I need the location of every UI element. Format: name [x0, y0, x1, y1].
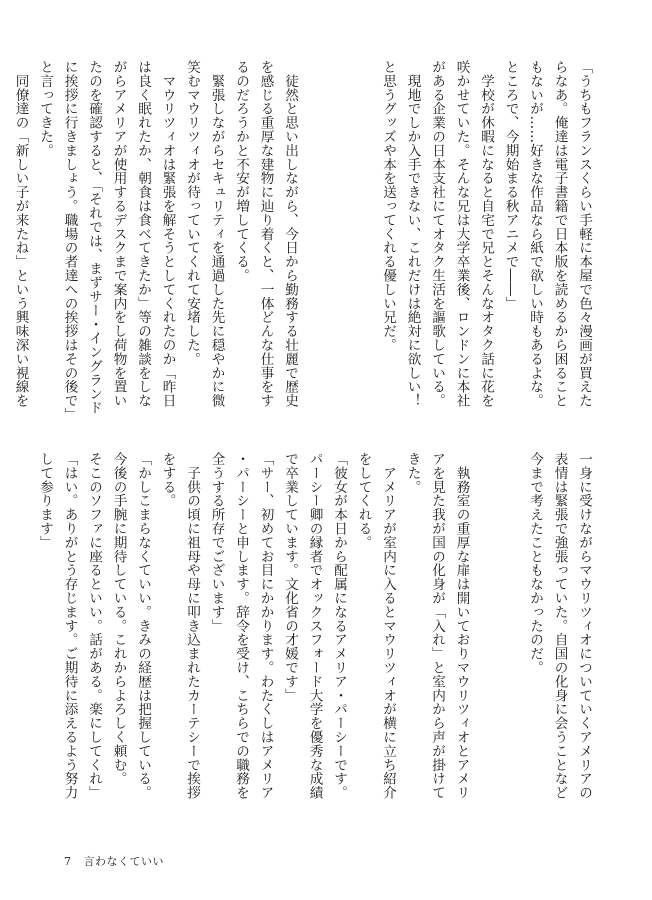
text-line: をしてくれる。 — [355, 452, 372, 550]
text-line: をする。 — [159, 452, 176, 508]
page-footer — [64, 853, 164, 869]
text-line: で卒業しています。文化省の才媛です」 — [282, 452, 298, 703]
text-line: アメリアが室内に入るとマウリツィオが横に立ち紹介 — [380, 452, 396, 800]
text-line: して参ります」 — [37, 452, 53, 550]
text-line: がらアメリアが使用するデスクまで案内をし荷物を置い — [110, 60, 127, 408]
text-line: 笑むマウリツィオが待っていてくれて安堵した。 — [184, 60, 200, 366]
text-line: 今まで考えたこともなかったのだ。 — [527, 452, 543, 675]
text-line: 咲かせていた。そんな兄は大学卒業後、ロンドンに本社 — [453, 60, 470, 408]
text-line: がある企業の日本支社にてオタク生活を謳歌している。 — [429, 60, 445, 408]
text-line: 学校が休暇になると自宅で兄とそんなオタク話に花を — [478, 60, 494, 408]
text-line: 「彼女が本日から配属になるアメリア・パーシーです。 — [331, 452, 347, 800]
text-line: パーシー卿の縁者でオックスフォード大学を優秀な成績 — [306, 452, 323, 800]
text-line: マウリツィオは緊張を解そうとしてくれたのか「昨日 — [159, 60, 176, 408]
text-line — [351, 60, 376, 430]
text-line — [498, 452, 523, 822]
text-line: 執務室の重厚な扉は開いておりマウリツィオとアメリ — [453, 452, 470, 800]
text-line: アを見た我が国の化身が「入れ」と室内から声が掛けて — [429, 452, 445, 800]
text-line: きた。 — [404, 452, 421, 494]
text-line: 「かしこまらなくていい。きみの経歴は把握している。 — [135, 452, 151, 800]
text-line: 表情は緊張で強張っていた。自国の化身に会うことなど — [551, 452, 568, 800]
text-line: もないが……好きな作品なら紙で欲しい時もあるよな。 — [527, 60, 543, 408]
text-line: ところで、今期始まる秋アニメで――」 — [502, 60, 519, 311]
text-line: 子供の頃に祖母や母に叩き込まれたカーテシーで挨拶 — [184, 452, 200, 800]
text-line: 「うちもフランスくらい手軽に本屋で色々漫画が買えた — [576, 60, 592, 408]
text-line: 緊張しながらセキュリティを通過した先に穏やかに微 — [208, 60, 225, 408]
text-line: 現地でしか入手できない、これだけは絶対に欲しい！ — [404, 60, 421, 408]
text-line: ・パーシーと申します。辞令を受け、こちらでの職務を — [233, 452, 249, 800]
text-line: そこのソファに座るといい。話がある。楽にしてくれ」 — [86, 452, 102, 800]
text-line: と言ってきた。 — [37, 60, 53, 158]
text-line: は良く眠れたか、朝食は食べてきたか」等の雑談をしな — [135, 60, 151, 408]
text-line — [327, 60, 352, 430]
text-line: 同僚達の「新しい子が来たね」という興味深い視線を — [12, 60, 29, 408]
text-line: 「サー、初めてお目にかかります。わたくしはアメリア — [257, 452, 274, 800]
text-line — [474, 452, 499, 822]
text-line — [302, 60, 327, 430]
running-title: 言わなくていい — [83, 855, 164, 868]
text-line: 「はい。ありがとう存じます。ご期待に添えるよう努力 — [61, 452, 78, 800]
text-line: 全うする所存でございます」 — [208, 452, 225, 633]
text-line: に挨拶に行きましょう。職場の者達への挨拶はその後で」 — [61, 60, 78, 422]
text-block-lower — [36, 452, 596, 822]
text-line: るのだろうかと不安が増してくる。 — [233, 60, 249, 283]
text-line: を感じる重厚な建物に辿り着くと、一体どんな仕事をす — [257, 60, 274, 408]
text-line: 一身に受けながらマウリツィオについていくアメリアの — [576, 452, 592, 800]
text-line: 徒然と思い出しながら、今日から勤務する壮麗で歴史 — [282, 60, 298, 408]
text-line: らなあ。俺達は電子書籍で日本版を読めるから困ること — [551, 60, 568, 408]
text-block-upper — [12, 60, 596, 430]
text-line: と思うグッズや本を送ってくれる優しい兄だ。 — [380, 60, 396, 352]
text-line: たのを確認すると、「それでは、まずサー・イングランド — [86, 60, 102, 415]
text-line: 今後の手腕に期待している。これからよろしく頼む。 — [110, 452, 127, 786]
page-number: 7 — [64, 855, 72, 868]
